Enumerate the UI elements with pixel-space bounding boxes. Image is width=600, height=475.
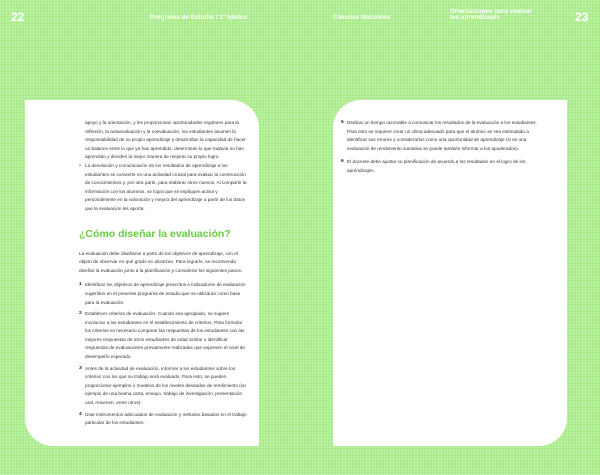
list-item: [341, 158, 545, 175]
subject-header: Ciencias Naturales: [333, 14, 391, 21]
right-page: [333, 100, 567, 446]
step-number: 6: [341, 159, 344, 165]
step-text: Usar instrumentos adecuados de evaluación y métodos basados en el trabajo particular de los estudiantes.: [85, 411, 247, 426]
bullet-item: [79, 162, 249, 214]
program-header: Programa de Estudio / 1º básico: [150, 14, 248, 21]
left-page: [25, 100, 259, 446]
guidance-header: Orientaciones para evaluar los aprendizajes: [450, 8, 533, 22]
step-text: Dedicar un tiempo razonable a comunicar los resultados de la evaluación a los estudiantes. Para esto se requiere crear un clima adecuado para que el alumno se vea estimulado a identificar sus errores y considerarlos como una oportunidad de aprendizaje (si es una evaluación de rendimiento sumativa se puede también informar a los apoderados).: [347, 120, 537, 151]
left-page-number: 22: [11, 10, 25, 24]
step-number: 3: [79, 365, 82, 371]
step-number: 1: [79, 282, 82, 288]
step-number: 5: [341, 120, 344, 125]
right-page-number: 23: [575, 10, 589, 24]
step-number: 2: [79, 311, 82, 317]
list-item: [341, 119, 545, 153]
step-text: Establecer criterios de evaluación. Cuando sea apropiado, se sugiere involucrar a los estudiantes en el establecimiento de criterios. Para formular los criterios es necesario comparar las respuestas de los estudiantes con las mejores respuestas de otros estudiantes de edad similar o identificar respuestas de evaluaciones previamente realizadas que expresen el nivel de desempeño esperado.: [85, 311, 245, 360]
list-item: [79, 281, 249, 307]
step-text: Antes de la actividad de evaluación, informar a los estudiantes sobre los criterios con los que su trabajo será evaluado. Para esto, se pueden proporcionar ejemplos o modelos de los niveles deseados de rendimiento (un ejemplo de una buena carta, ensayo, trabajo de investigación, presentación oral, resumen, entre otros).: [85, 365, 247, 406]
bullet-marker: ›: [79, 162, 81, 169]
step-text: Identificar los objetivos de aprendizaje prescritos e indicadores de evaluación sugeridos en el presente programa de estudio que se utilizarán como base para la evaluación.: [85, 282, 246, 305]
step-text: El docente debe ajustar su planificación de acuerdo a los resultados en el logro de los aprendizajes.: [347, 159, 526, 173]
list-item: [79, 411, 249, 428]
intro-continuation: apoyo y la orientación, y les proporcionan oportunidades regulares para la reflexión, la autoevaluación y la coevaluación, los estudiantes asumen la responsabilidad de su propio aprendizaje y desarrollan la capacidad de hacer un balance entre lo que ya han aprendido, determinan lo que todavía no han aprendido y deciden la mejor manera de mejorar su propio logro.: [85, 120, 246, 160]
section-intro: La evaluación debe diseñarse a partir de los objetivos de aprendizaje, con el objeto de observar en qué grado se alcanzan. Para lograrlo, se recomienda diseñar la evaluación junto a la planificación y considerar los siguientes pasos:: [79, 250, 243, 273]
step-number: 4: [79, 411, 82, 417]
list-item: [79, 365, 249, 408]
list-item: [79, 310, 249, 362]
bullet-text: La devolución y comunicación de los resultados de aprendizaje a los estudiantes se convierte en una actividad crucial para evaluar la construcción de conocimientos y, por otra parte, para elaborar otros nuevos. Al compartir la información con los alumnos, se logra que se impliquen activa y personalmente en la valoración y mejora del aprendizaje a partir de los datos que la evaluación les aporta.: [85, 162, 247, 211]
section-title: ¿Cómo diseñar la evaluación?: [79, 227, 231, 240]
